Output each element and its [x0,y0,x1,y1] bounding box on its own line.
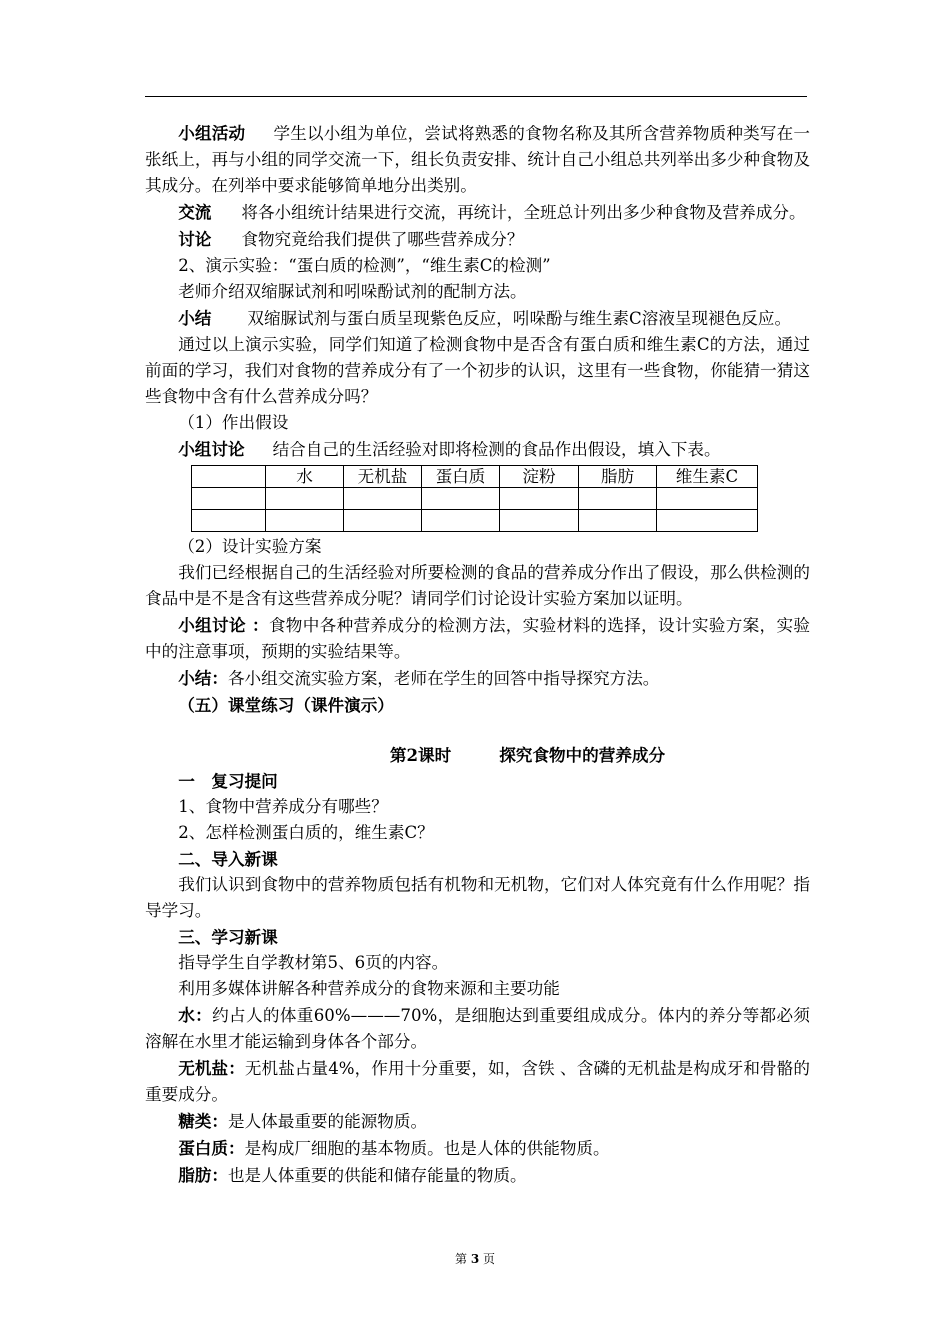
paragraph-summary-1 [145,305,810,332]
label-salt: 无机盐： [178,1058,245,1078]
paragraph-fat [145,1162,810,1189]
label-discussion: 讨论 [178,229,212,249]
section-review-heading: 一 复习提问 [178,771,278,791]
table-cell [579,488,657,510]
table-header-cell: 维生素C [657,466,758,488]
table-header-cell: 蛋白质 [422,466,500,488]
paragraph-design-plan: （2）设计实验方案 [178,537,322,556]
hypothesis-table [191,465,758,532]
paragraph-group-discussion-2 [145,612,810,665]
text-exchange: 将各小组统计结果进行交流，再统计，全班总计列出多少种食物及营养成分。 [241,203,806,222]
label-protein: 蛋白质： [178,1138,245,1158]
label-group-activity: 小组活动 [178,123,246,143]
paragraph-discussion [145,226,810,253]
table-cell [657,488,758,510]
label-sugar: 糖类： [178,1111,228,1131]
paragraph-hypothesis: （1）作出假设 [178,413,289,432]
paragraph-sugar [145,1108,810,1135]
paragraph-group-discussion-1 [145,436,810,463]
label-summary-2: 小结： [178,668,228,688]
text-group-activity: 学生以小组为单位，尝试将熟悉的食物名称及其所含营养物质种类写在一张纸上，再与小组的同学交流一下，组长负责安排、统计自己小组总共列举出多少种食物及其成分。在列举中要求能够简单地分出类别。 [145,124,811,195]
table-cell [579,510,657,532]
table-header-cell: 水 [266,466,344,488]
text-sugar: 是人体最重要的能源物质。 [227,1112,428,1131]
text-discussion: 食物究竟给我们提供了哪些营养成分？ [241,230,524,249]
text-group-discussion-2: 食物中各种营养成分的检测方法，实验材料的选择，设计实验方案，实验中的注意事项，预期的实验结果等。 [145,616,810,661]
text-protein: 是构成厂细胞的基本物质。也是人体的供能物质。 [244,1139,610,1158]
table-cell [657,510,758,532]
paragraph-demo-experiment: 2、演示实验：“蛋白质的检测”，“维生素C的检测” [178,256,551,275]
paragraph-summary-2 [145,665,810,692]
table-cell [192,510,266,532]
table-header-cell [192,466,266,488]
header-rule [145,96,807,97]
lesson-title [145,742,810,768]
footer-prefix: 第 [454,1252,467,1266]
table-cell [266,510,344,532]
paragraph-exchange [145,199,810,226]
table-row [192,510,758,532]
paragraph-salt [145,1055,810,1108]
label-water: 水： [178,1005,213,1025]
section-intro-text: 我们认识到食物中的营养物质包括有机物和无机物，它们对人体究竟有什么作用呢？指导学习。 [145,875,810,920]
footer-suffix: 页 [483,1252,496,1266]
table-cell [500,510,579,532]
text-fat: 也是人体重要的供能和储存能量的物质。 [227,1166,527,1185]
table-row [192,488,758,510]
review-question-2: 2、怎样检测蛋白质的，维生素C？ [178,823,434,842]
table-cell [422,488,500,510]
label-summary-1: 小结 [178,308,212,328]
paragraph-class-exercise: （五）课堂练习（课件演示） [178,695,394,715]
table-cell [344,510,422,532]
table-cell [500,488,579,510]
section-intro-heading: 二、导入新课 [178,849,278,869]
table-cell [192,488,266,510]
section-new-lesson-heading: 三、学习新课 [178,927,278,947]
paragraph-reagent-intro: 老师介绍双缩脲试剂和吲哚酚试剂的配制方法。 [178,282,527,301]
text-salt: 无机盐占量4%，作用十分重要，如，含铁 、含磷的无机盐是构成牙和骨骼的重要成分。 [145,1059,810,1104]
table-header-row [192,466,758,488]
paragraph-plan-intro: 我们已经根据自己的生活经验对所要检测的食品的营养成分作出了假设，那么供检测的食品中是不是含有这些营养成分呢？请同学们讨论设计实验方案加以证明。 [145,563,810,608]
label-group-discussion-1: 小组讨论 [178,439,245,459]
new-lesson-text-2: 利用多媒体讲解各种营养成分的食物来源和主要功能 [178,979,560,998]
text-summary-1: 双缩脲试剂与蛋白质呈现紫色反应，吲哚酚与维生素C溶液呈现褪色反应。 [247,309,792,328]
table-header-cell: 淀粉 [500,466,579,488]
text-summary-2: 各小组交流实验方案，老师在学生的回答中指导探究方法。 [227,669,660,688]
lesson-number: 第2课时 [389,745,452,765]
paragraph-transition: 通过以上演示实验，同学们知道了检测食物中是否含有蛋白质和维生素C的方法，通过前面的学习，我们对食物的营养成分有了一个初步的认识，这里有一些食物，你能猜一猜这些食物中含有什么营养成分吗？ [145,335,810,406]
paragraph-group-activity [145,120,810,199]
lesson-title-text: 探究食物中的营养成分 [499,745,666,765]
page-number: 3 [470,1252,480,1266]
table-cell [344,488,422,510]
page-body [145,120,810,1189]
label-fat: 脂肪： [178,1165,228,1185]
review-question-1: 1、食物中营养成分有哪些？ [178,797,388,816]
table-header-cell: 无机盐 [344,466,422,488]
label-exchange: 交流 [178,202,212,222]
page-footer [0,1250,950,1267]
table-cell [266,488,344,510]
text-group-discussion-1: 结合自己的生活经验对即将检测的食品作出假设，填入下表。 [272,440,721,459]
table-cell [422,510,500,532]
table-header-cell: 脂肪 [579,466,657,488]
paragraph-water [145,1002,810,1055]
paragraph-protein [145,1135,810,1162]
new-lesson-text-1: 指导学生自学教材第5、6页的内容。 [178,953,449,972]
label-group-discussion-2: 小组讨论 ： [178,615,269,635]
text-water: 约占人的体重60%———70%，是细胞达到重要组成成分。体内的养分等都必须溶解在水里才能运输到身体各个部分。 [145,1006,811,1051]
